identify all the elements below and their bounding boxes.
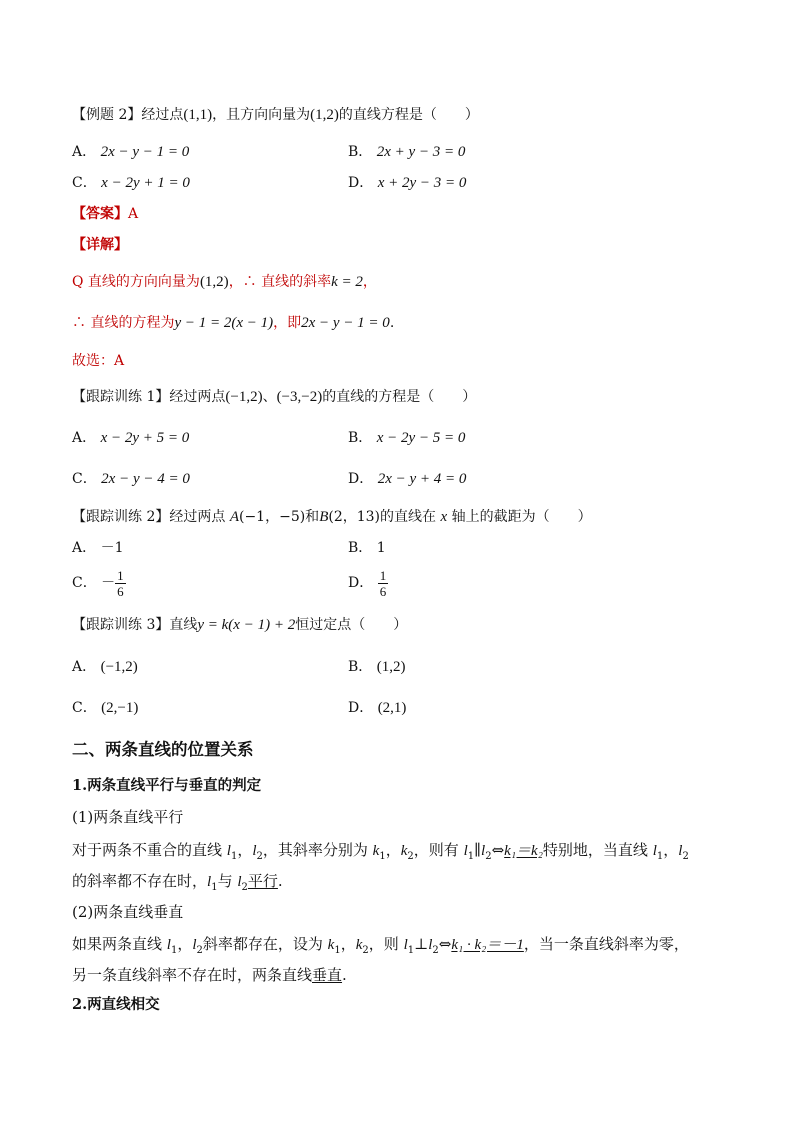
answer-value: A	[128, 206, 139, 222]
detail-line-1: Q 直线的方向向量为(1,2)，∴ 直线的斜率k = 2，	[72, 274, 377, 290]
subsection-title-2: 2.两直线相交	[72, 996, 160, 1013]
detail-label: 【详解】	[72, 237, 128, 253]
drill1-option-b[interactable]: B． x − 2y − 5 = 0	[348, 430, 466, 446]
drill3-stem: 【跟踪训练 3】直线y = k(x − 1) + 2恒过定点（ ）	[72, 617, 408, 633]
fraction: $\frac{1}{6}$	[117, 567, 124, 599]
drill1-stem: 【跟踪训练 1】经过两点(−1,2)、(−3,−2)的直线的方程是（ ）	[72, 389, 477, 405]
parallel-line-2: 的斜率都不存在时，$l_1$与 $l_2$平行.	[72, 872, 283, 893]
drill2-option-b[interactable]: B． 1	[348, 540, 386, 556]
subsection-title-1: 1.两条直线平行与垂直的判定	[72, 777, 262, 794]
drill2-option-a[interactable]: A． －1	[72, 540, 124, 556]
drill3-option-d[interactable]: D． (2,1)	[348, 700, 407, 716]
fraction: $\frac{1}{6}$	[379, 567, 387, 599]
example2-option-b[interactable]: B． 2x + y − 3 = 0	[348, 144, 466, 160]
example2-option-a[interactable]: A． 2x − y − 1 = 0	[72, 144, 190, 160]
drill3-option-b[interactable]: B． (1,2)	[348, 659, 406, 675]
drill2-option-c[interactable]: C． － $\frac{1}{6}$	[72, 567, 124, 599]
example2-stem: 【例题 2】经过点(1,1)，且方向向量为(1,2)的直线方程是（ ）	[72, 107, 479, 123]
drill3-option-a[interactable]: A． (−1,2)	[72, 659, 138, 675]
choose-line: 故选：A	[72, 353, 125, 369]
detail-line-2: ∴ 直线的方程为y − 1 = 2(x − 1)，即2x − y − 1 = 0.	[72, 315, 395, 331]
example2-option-d[interactable]: D． x + 2y − 3 = 0	[348, 175, 467, 191]
drill1-option-d[interactable]: D． 2x − y + 4 = 0	[348, 471, 467, 487]
drill1-option-c[interactable]: C． 2x − y − 4 = 0	[72, 471, 190, 487]
parallel-line-1: 对于两条不重合的直线 $l_1$，$l_2$，其斜率分别为 $k_1$，$k_2$，则有 $l_1\parallel l_2\Leftrightarrow k_1=k_2$特别地，当直线 $l_1$，$l_2$	[72, 841, 689, 862]
drill2-option-d[interactable]: D． $\frac{1}{6}$	[348, 567, 387, 599]
drill3-option-c[interactable]: C． (2,−1)	[72, 700, 139, 716]
drill1-option-a[interactable]: A． x − 2y + 5 = 0	[72, 430, 190, 446]
example2-option-c[interactable]: C． x − 2y + 1 = 0	[72, 175, 190, 191]
perpendicular-line-1: 如果两条直线 $l_1$，$l_2$斜率都存在，设为 $k_1$，$k_2$，则 $l_1\perp l_2\Leftrightarrow k_1 \cdot k_2=-1$，当一条直线斜率为零，	[72, 935, 689, 956]
parallel-heading: (1)两条直线平行	[72, 808, 184, 826]
perpendicular-line-2: 另一条直线斜率不存在时，两条直线垂直.	[72, 966, 347, 984]
section-title: 二、两条直线的位置关系	[72, 740, 254, 759]
answer-label: 【答案】	[72, 206, 128, 222]
answer-line	[72, 205, 138, 223]
perpendicular-heading: (2)两条直线垂直	[72, 903, 184, 921]
drill2-stem: 【跟踪训练 2】经过两点 A(−1，−5)和B(2，13)的直线在 x 轴上的截距为（ ）	[72, 509, 592, 525]
